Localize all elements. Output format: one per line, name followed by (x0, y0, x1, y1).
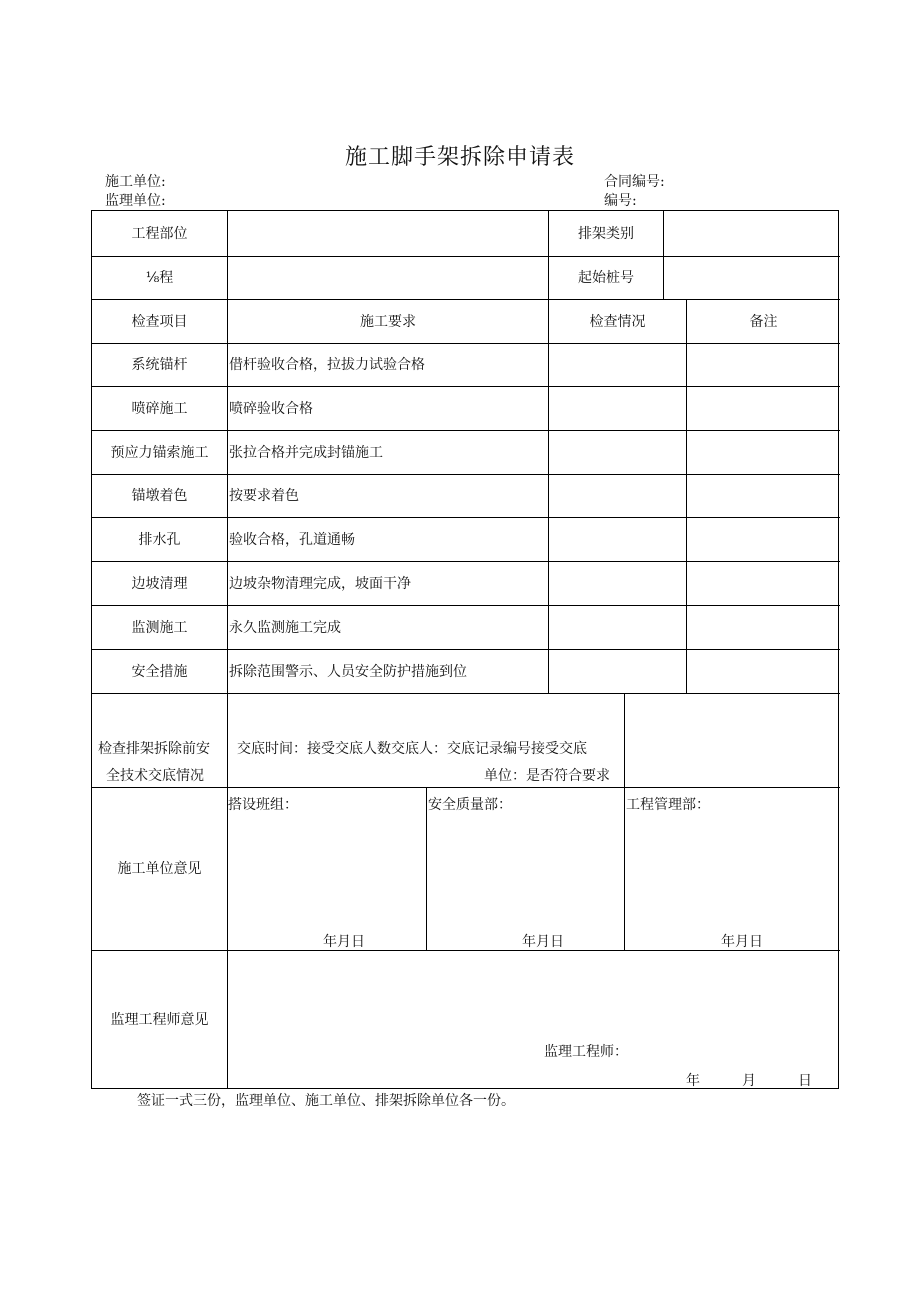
check-requirement: 借杆验收合格，拉拔力试验合格 (229, 357, 425, 373)
check-item: 锚墩着色 (131, 488, 188, 504)
check-item-header: 检查项目 (131, 313, 188, 330)
safety-briefing-content-line1: 交底时间：接受交底人数交底人：交底记录编号接受交底 (237, 741, 587, 757)
elevation-value[interactable] (228, 257, 549, 299)
col-divider (624, 693, 625, 950)
check-item: 安全措施 (131, 663, 188, 680)
safety-quality-date: 年月日 (522, 934, 564, 950)
elevation-label: ⅛程 (145, 270, 174, 286)
safety-quality-dept-label: 安全质量部： (428, 797, 512, 813)
check-status-header: 检查情况 (589, 313, 646, 330)
check-item: 边坡清理 (131, 575, 188, 592)
check-requirement: 永久监测施工完成 (229, 619, 341, 636)
application-form-table (91, 210, 839, 1089)
check-requirement: 边坡杂物清理完成，坡面干净 (229, 575, 411, 592)
setup-team-label: 搭设班组： (228, 797, 298, 813)
col-divider (686, 299, 687, 693)
check-requirement: 验收合格，孔道通畅 (229, 531, 355, 548)
project-part-value[interactable] (228, 211, 549, 256)
setup-team-date: 年月日 (323, 934, 365, 950)
safety-briefing-label-line2: 全技术交底情况 (106, 768, 204, 784)
contract-no-label: 合同编号: (604, 174, 665, 190)
check-item: 监测施工 (131, 619, 188, 636)
remark-header: 备注 (749, 313, 778, 330)
serial-no-label: 编号: (604, 193, 637, 209)
supervisor-engineer-label: 监理工程师： (544, 1044, 628, 1060)
start-chainage-label: 起始桩号 (578, 270, 634, 286)
check-item: 排水孔 (138, 531, 181, 548)
supervision-unit-label: 监理单位: (105, 193, 166, 209)
col-divider (426, 787, 427, 950)
supervisor-month: 月 (742, 1073, 756, 1089)
supervisor-year: 年 (686, 1073, 700, 1089)
check-item: 系统锚杆 (131, 357, 188, 373)
scaffold-type-value[interactable] (664, 211, 841, 256)
safety-briefing-content-line2: 单位：是否符合要求 (484, 768, 610, 784)
footer-note: 签证一式三份，监理单位、施工单位、排架拆除单位各一份。 (137, 1093, 515, 1109)
supervisor-opinion-label: 监理工程师意见 (110, 1011, 209, 1028)
check-requirement: 喷碎验收合格 (229, 400, 313, 417)
check-item: 喷碎施工 (131, 400, 188, 417)
scaffold-type-label: 排架类别 (578, 225, 634, 242)
row-divider (92, 693, 840, 694)
eng-management-dept-label: 工程管理部： (626, 797, 710, 813)
project-part-label: 工程部位 (131, 225, 188, 242)
check-requirement: 按要求着色 (229, 488, 299, 504)
supervisor-day: 日 (798, 1073, 812, 1089)
eng-management-date: 年月日 (721, 934, 763, 950)
check-requirement: 拆除范围警示、人员安全防护措施到位 (229, 663, 467, 680)
construction-opinion-label: 施工单位意见 (117, 861, 202, 877)
requirement-header: 施工要求 (360, 313, 416, 330)
safety-briefing-label-line1: 检查排架拆除前安 (98, 741, 210, 757)
page-title: 施工脚手架拆除申请表 (344, 145, 575, 170)
construction-unit-label: 施工单位: (105, 174, 166, 190)
check-item: 预应力锚索施工 (110, 444, 209, 461)
start-chainage-value[interactable] (664, 257, 841, 299)
check-requirement: 张拉合格并完成封锚施工 (229, 444, 383, 461)
